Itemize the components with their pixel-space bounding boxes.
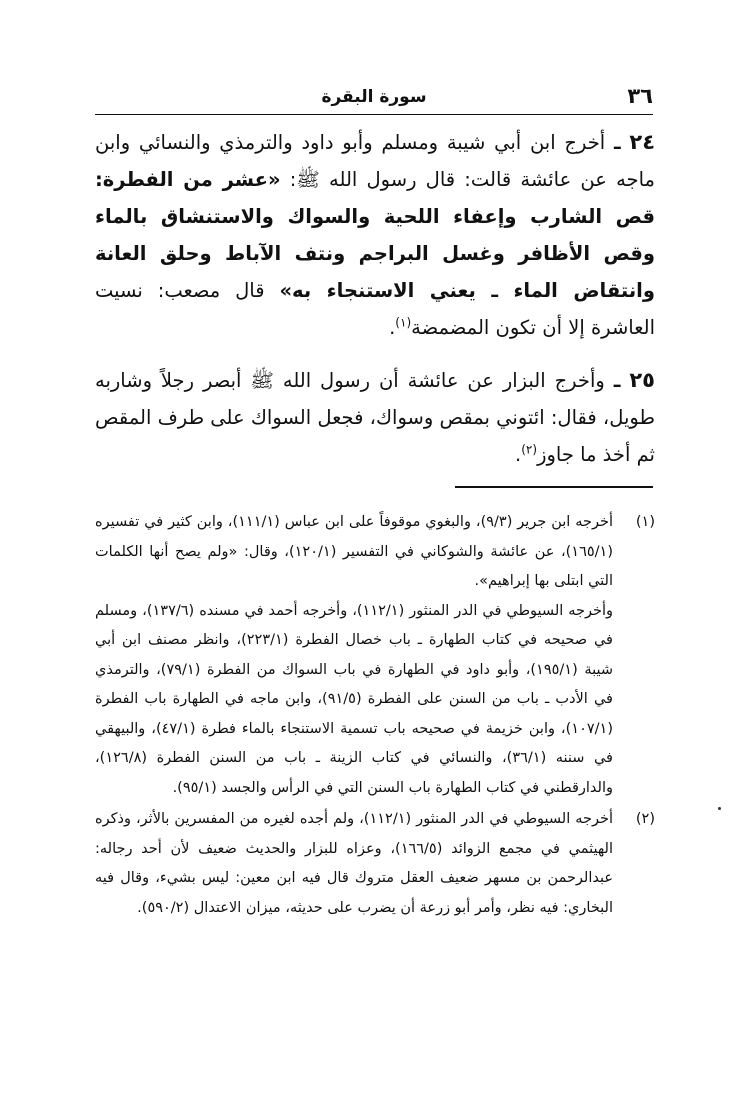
header-divider	[95, 114, 653, 115]
hadith-end: .	[389, 316, 396, 339]
footnote-1	[95, 508, 655, 803]
footnote-body	[95, 805, 613, 923]
surah-title: سورة البقرة	[321, 87, 427, 107]
hadith-quote: «عشر من الفطرة: قص الشارب وإعفاء اللحية والسواك والاستنشاق بالماء وقص الأظافر وغسل البراجم ونتف الآباط وحلق العانة وانتقاض الماء ـ يعني الاستنجاء به»	[95, 168, 655, 302]
footnote-ref-1[interactable]: (١)	[395, 315, 412, 330]
footnotes	[95, 508, 655, 925]
running-header	[95, 84, 653, 114]
footnote-paragraph: أخرجه ابن جرير (٩/٣)، والبغوي موقوفاً على ابن عباس (١١١/١)، وابن كثير في تفسيره (١٦٥/١)، عن عائشة والشوكاني في التفسير (١٢٠/١)، وقال: «ولم يصح أنها الكلمات التي ابتلى بها إبراهيم».	[95, 514, 613, 589]
footnote-paragraph: وأخرجه السيوطي في الدر المنثور (١١٢/١)، وأخرجه أحمد في مسنده (١٣٧/٦)، ومسلم في صحيحه في كتاب الطهارة ـ باب خصال الفطرة (٢٢٣/١)، وانظر مصنف ابن أبي شيبة (١٩٥/١)، وأبو داود في الطهارة في باب السواك من الفطرة (٧٩/١)، والترمذي في الأدب ـ باب من السنن على الفطرة (٩١/٥)، وابن ماجه في الطهارة باب الفطرة (١٠٧/١)، وابن خزيمة في صحيحه باب تسمية الاستنجاء بالماء فطرة (٤٧/١)، والبيهقي في سننه (٣٦/١)، والنسائي في كتاب الزينة ـ باب من السنن الفطرة (١٢٦/٨)، والدارقطني في كتاب الطهارة باب السنن التي في الرأس والجسد (٩٥/١).	[95, 602, 613, 796]
footnote-marker: (٢)	[635, 811, 655, 827]
hadith-intro: أخرج ابن أبي شيبة ومسلم وأبو داود والترمذي والنسائي وابن ماجه عن عائشة قالت: قال رسول الله ﷺ:	[95, 131, 655, 191]
hadith-24	[95, 124, 655, 346]
hadith-outro: قال مصعب: نسيت العاشرة إلا أن تكون المضمضة	[95, 279, 655, 339]
footnote-divider	[455, 486, 653, 488]
footnote-body	[95, 508, 613, 803]
page-number: ٣٦	[627, 84, 653, 108]
hadith-number: ٢٤	[629, 130, 656, 154]
hadith-25	[95, 362, 655, 473]
footnote-paragraph: أخرجه السيوطي في الدر المنثور (١١٢/١)، ولم أجده لغيره من المفسرين بالأثر، وذكره الهيثمي في مجمع الزوائد (١٦٦/٥)، وعزاه للبزار والحديث ضعيف لأن أحد رجاله: عبدالرحمن بن مسهر ضعيف العقل متروك قال فيه ابن معين: ليس بشيء، وقال فيه البخاري: فيه نظر، وأمر أبو زرعة أن يضرب على حديثه، ميزان الاعتدال (٥٩٠/٢).	[95, 811, 614, 916]
hadith-number: ٢٥	[629, 368, 655, 392]
footnote-marker: (١)	[635, 514, 655, 530]
footnote-2	[95, 805, 655, 923]
main-text	[95, 124, 655, 489]
hadith-dash: ـ	[613, 131, 621, 154]
hadith-end: .	[515, 443, 522, 466]
hadith-dash: ـ	[613, 369, 621, 392]
scan-speck	[718, 807, 721, 810]
hadith-text: وأخرج البزار عن عائشة أن رسول الله ﷺ أبصر رجلاً وشاربه طويل، فقال: ائتوني بمقص وسواك، فجعل السواك على طرف المقص ثم أخذ ما جاوز	[95, 369, 655, 466]
footnote-ref-2[interactable]: (٢)	[521, 442, 538, 457]
